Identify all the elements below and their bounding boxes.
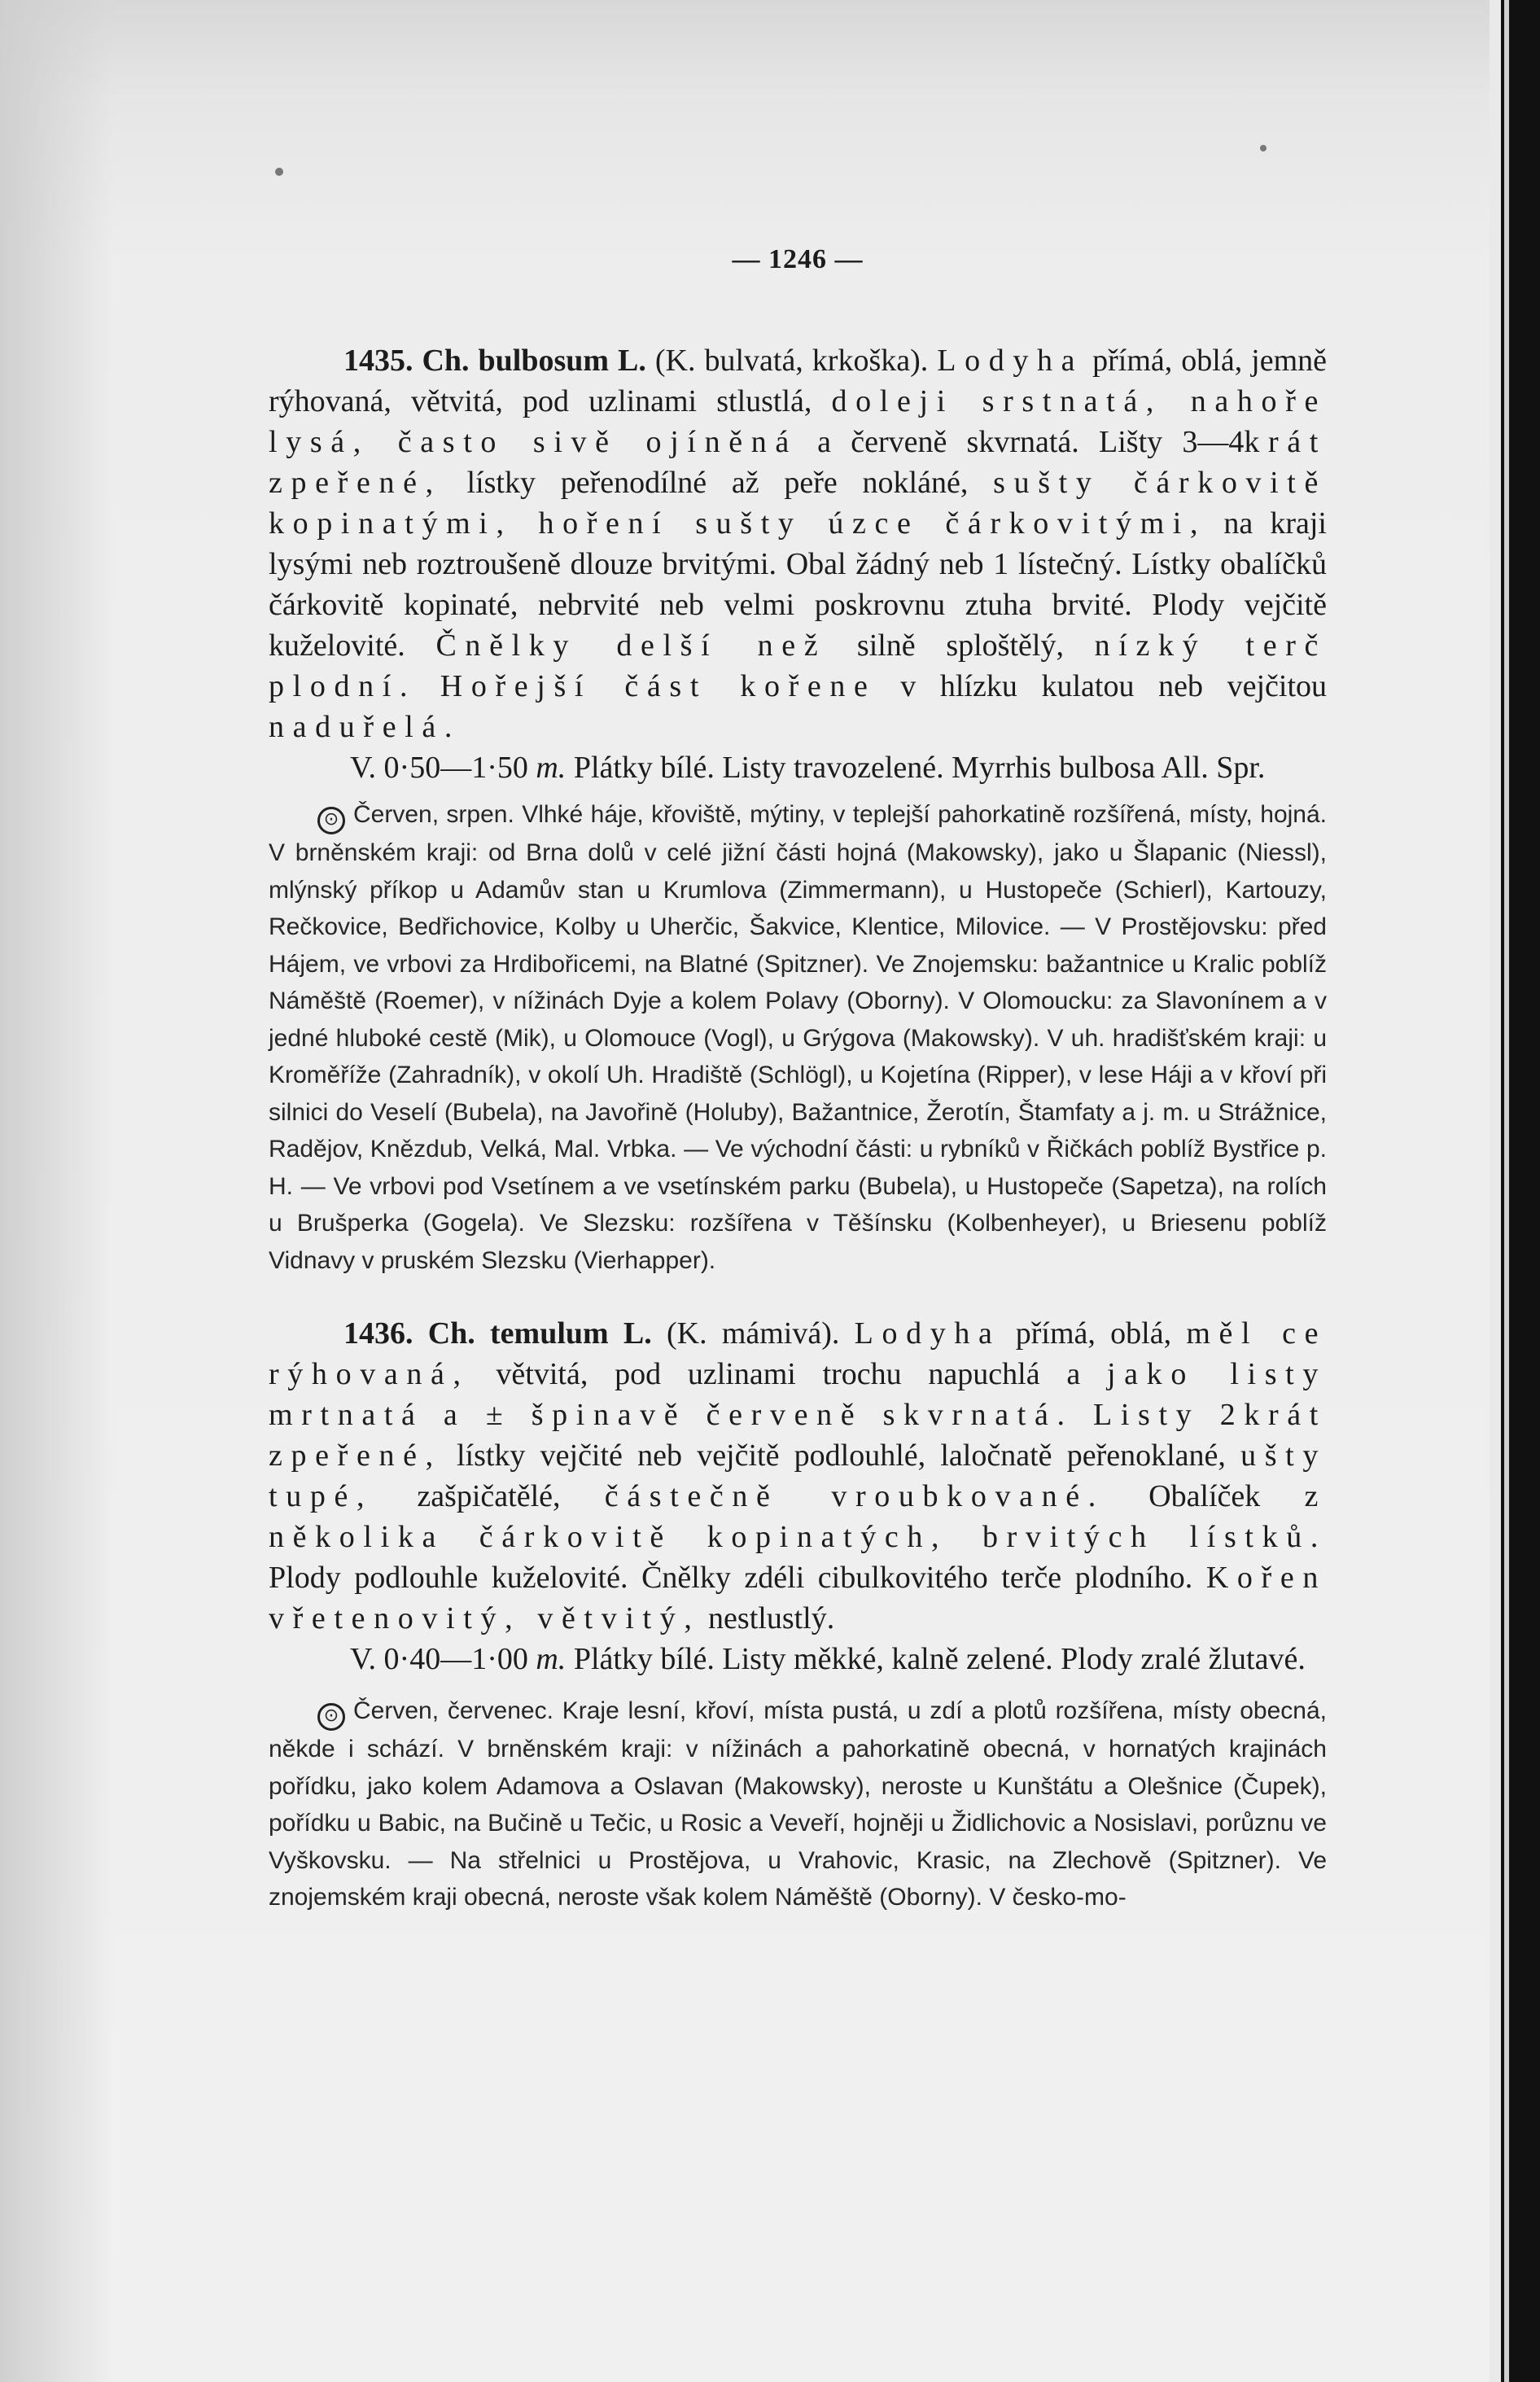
page-number: — 1246 — — [732, 244, 864, 274]
biennial-symbol-icon: ⊙ — [317, 1703, 345, 1731]
page-content — [269, 244, 1327, 1916]
distribution-1435: ⊙ Červen, srpen. Vlhké háje, křoviště, mýtiny, v teplejší pahorkatině rozšířená, místy, hojná. V brněnském kraji: od Brna dolů v celé jižní části hojná (Makowsky), jako u Šlapanic (Niessl), mlýnský příkop u Adamův stan u Krumlova (Zimmermann), u Hustopeče (Schierl), Kartouzy, Rečkovice, Bedřichovice, Kolby u Uherčic, Šakvice, Klentice, Milovice. — V Prostějovsku: před Hájem, ve vrbovi za Hrdibořicemi, na Blatné (Spitzner). Ve Znojemsku: bažantnice u Kralic poblíž Náměště (Roemer), v nížinách Dyje a kolem Polavy (Oborny). V Olomoucku: za Slavonínem a v jedné hluboké cestě (Mik), u Olomouce (Vogl), u Grýgova (Makowsky). V uh. hradišťském kraji: u Kroměříže (Zahradník), v okolí Uh. Hradiště (Schlögl), u Kojetína (Ripper), v lese Háji a v křoví při silnici do Veselí (Bubela), na Javořině (Holuby), Bažantnice, Žerotín, Štamfaty a j. m. u Strážnice, Radějov, Knězdub, Velká, Mal. Vrbka. — Ve východní části: u rybníků v Řičkách poblíž Bystřice p. H. — Ve vrbovi pod Vsetínem a ve vsetínském parku (Bubela), u Hustopeče (Sapetza), na rolích u Brušperka (Gogela). Ve Slezsku: rozšířena v Těšínsku (Kolbenheyer), u Briesenu poblíž Vidnavy v pruském Slezsku (Vierhapper). — [269, 801, 1327, 1274]
species-entry-1436: 1436. Ch. temulum L. (K. mámivá). Lodyha přímá, oblá, měl ce rýhovaná, větvitá, pod uzlinami trochu napuchlá a jako listy mrtnatá a ± špinavě červeně skvrnatá. Listy 2krát zpeřené, lístky vejčité neb vejčitě podlouhlé, laločnatě peřenoklané, ušty tupé, zašpičatělé, částečně vroubkované. Obalíček z několika čárkovitě kopinatých, brvitých lístků. Plody podlouhle kuželovité. Čnělky zdéli cibulkovitého terče plodního. Kořen vřetenovitý, větvitý, nestlustlý. V. 0·40—1·00 m. Plátky bílé. Listy měkké, kalně zelené. Plody zralé žlutavé. — [269, 1313, 1327, 1679]
size-line: V. 0·50—1·50 m. Plátky bílé. Listy travozelené. Myrrhis bulbosa All. Spr. — [350, 751, 1266, 785]
size-line: V. 0·40—1·00 m. Plátky bílé. Listy měkké, kalně zelené. Plody zralé žlutavé. — [350, 1642, 1306, 1676]
page-edge-shadow — [1504, 0, 1509, 2382]
species-name: Ch. temulum L. — [427, 1316, 652, 1351]
entry-number: 1436. — [343, 1316, 413, 1351]
scan-speck — [275, 168, 283, 176]
biennial-symbol-icon: ⊙ — [317, 807, 345, 834]
species-name: Ch. bulbosum L. — [422, 344, 646, 378]
scan-speck — [1260, 145, 1267, 151]
distribution-1436: ⊙ Červen, červenec. Kraje lesní, křoví, místa pustá, u zdí a plotů rozšířena, místy obecná, někde i schází. V brněnském kraji: v nížinách a pahorkatině obecná, v hornatých krajinách pořídku, jako kolem Adamova a Oslavan (Makowsky), neroste u Kunštátu a Olešnice (Čupek), pořídku u Babic, na Bučině u Tečic, u Rosic a Veveří, hojněji u Židlichovic a Nosislavi, porůznu ve Vyškovsku. — Na střelnici u Prostějova, u Vrahovic, Krasic, na Zlechově (Spitzner). Ve znojemském kraji obecná, neroste však kolem Náměště (Oborny). V česko-mo- — [269, 1697, 1327, 1911]
entry-number: 1435. — [343, 344, 413, 378]
common-name: (K. mámivá). — [667, 1316, 840, 1351]
species-entry-1435: 1435. Ch. bulbosum L. (K. bulvatá, krkoška). Lodyha přímá, oblá, jemně rýhovaná, větvitá, pod uzlinami stlustlá, doleji srstnatá, nahoře lysá, často sivě ojíněná a červeně skvrnatá. Lišty 3—4krát zpeřené, lístky peřenodílné až peře nokláné, sušty čárkovitě kopinatými, hoření sušty úzce čárkovitými, na kraji lysými neb roztroušeně dlouze brvitými. Obal žádný neb 1 lístečný. Lístky obalíčků čárkovitě kopinaté, nebrvité neb velmi poskrovnu ztuha brvité. Plody vejčitě kuželovité. Čnělky delší než silně sploštělý, nízký terč plodní. Hořejší část kořene v hlízku kulatou neb vejčitou naduřelá. V. 0·50—1·50 m. Plátky bílé. Listy travozelené. Myrrhis bulbosa All. Spr. — [269, 340, 1327, 788]
common-name: (K. bulvatá, krkoška). — [654, 344, 929, 378]
page-edge — [1490, 0, 1501, 2382]
